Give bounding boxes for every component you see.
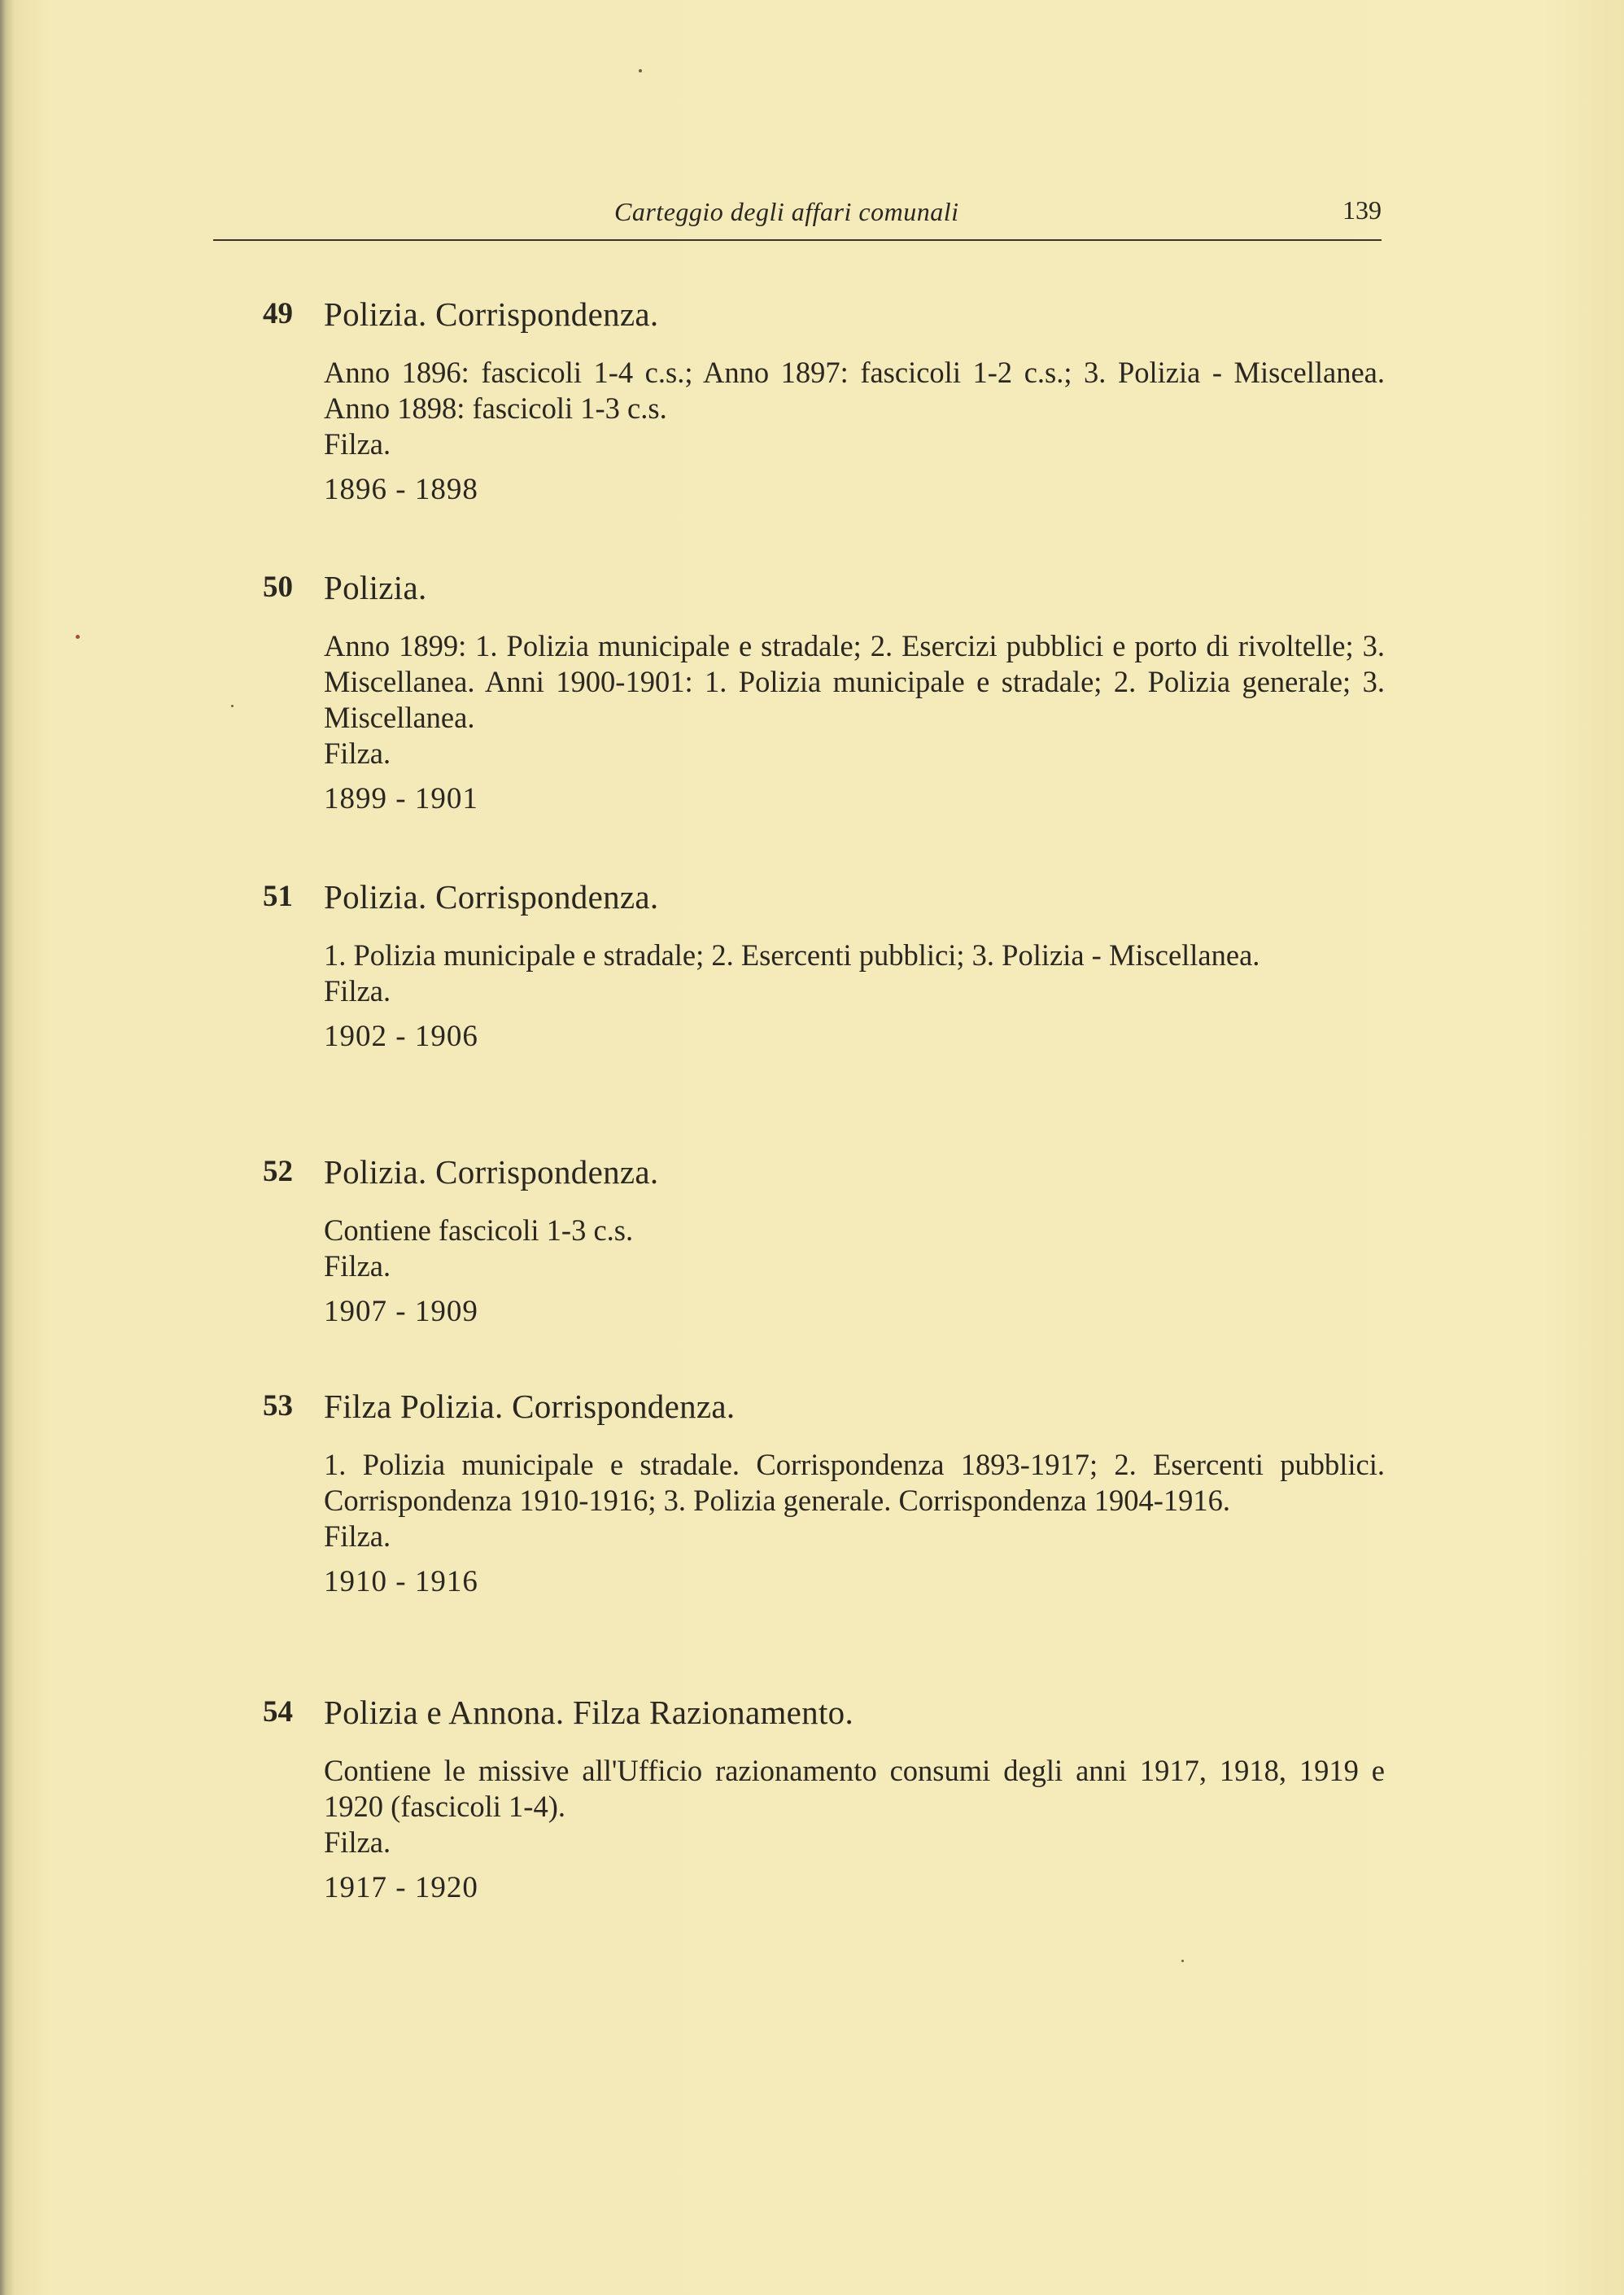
entry-title: Filza Polizia. Corrispondenza. [324, 1388, 736, 1425]
entry-number: 50 [263, 570, 293, 604]
entry-kind: Filza. [324, 1825, 391, 1859]
entry-kind: Filza. [324, 427, 391, 461]
entry-kind: Filza. [324, 737, 391, 770]
entry-kind: Filza. [324, 1519, 391, 1553]
paper-speck [231, 705, 234, 707]
page-header [213, 194, 1382, 241]
paper-speck [1181, 1960, 1184, 1962]
entry-description: 1. Polizia municipale e stradale; 2. Esercenti pubblici; 3. Polizia - Miscellanea. [324, 938, 1260, 972]
entry-dates: 1896 - 1898 [324, 473, 478, 506]
entry-description: Contiene le missive all'Ufficio razionamento consumi degli anni 1917, 1918, 1919 e 1920 (fascicoli 1-4). [324, 1754, 1385, 1823]
page-number: 139 [1342, 195, 1382, 225]
entry-dates: 1917 - 1920 [324, 1871, 478, 1904]
entry-title: Polizia. [324, 569, 427, 606]
entry-number: 49 [263, 297, 293, 330]
entry-description: 1. Polizia municipale e stradale. Corrispondenza 1893-1917; 2. Esercenti pubblici. Corrispondenza 1910-1916; 3. Polizia generale. Corrispondenza 1904-1916. [324, 1448, 1385, 1517]
running-title: Carteggio degli affari comunali [614, 197, 959, 226]
entry-body [324, 355, 1385, 508]
entry-dates: 1910 - 1916 [324, 1565, 478, 1598]
paper-speck [76, 635, 80, 639]
entry-title: Polizia. Corrispondenza. [324, 1153, 659, 1191]
entry-title: Polizia e Annona. Filza Razionamento. [324, 1694, 854, 1731]
entry-title: Polizia. Corrispondenza. [324, 295, 659, 333]
binding-shadow [0, 0, 15, 2295]
entry-kind: Filza. [324, 1249, 391, 1283]
entry-number: 51 [263, 880, 293, 913]
entry-description: Contiene fascicoli 1-3 c.s. [324, 1213, 634, 1247]
entry-title: Polizia. Corrispondenza. [324, 878, 659, 916]
entry-number: 54 [263, 1695, 293, 1729]
entry-dates: 1899 - 1901 [324, 782, 478, 815]
entry-number: 53 [263, 1389, 293, 1423]
entry-body [324, 1447, 1385, 1600]
entry-body [324, 628, 1385, 817]
entry-body [324, 1753, 1385, 1906]
entry-description: Anno 1899: 1. Polizia municipale e stradale; 2. Esercizi pubblici e porto di rivoltelle; 3. Miscellanea. Anni 1900-1901: 1. Polizia municipale e stradale; 2. Polizia generale; 3. Miscellanea. [324, 629, 1385, 734]
entry-description: Anno 1896: fascicoli 1-4 c.s.; Anno 1897: fascicoli 1-2 c.s.; 3. Polizia - Miscellanea. Anno 1898: fascicoli 1-3 c.s. [324, 356, 1385, 425]
entry-number: 52 [263, 1155, 293, 1188]
paper-speck [639, 69, 642, 72]
entry-kind: Filza. [324, 974, 391, 1008]
entry-dates: 1907 - 1909 [324, 1295, 478, 1328]
entry-dates: 1902 - 1906 [324, 1020, 478, 1053]
entry-body [324, 1213, 1385, 1330]
entry-body [324, 938, 1385, 1055]
